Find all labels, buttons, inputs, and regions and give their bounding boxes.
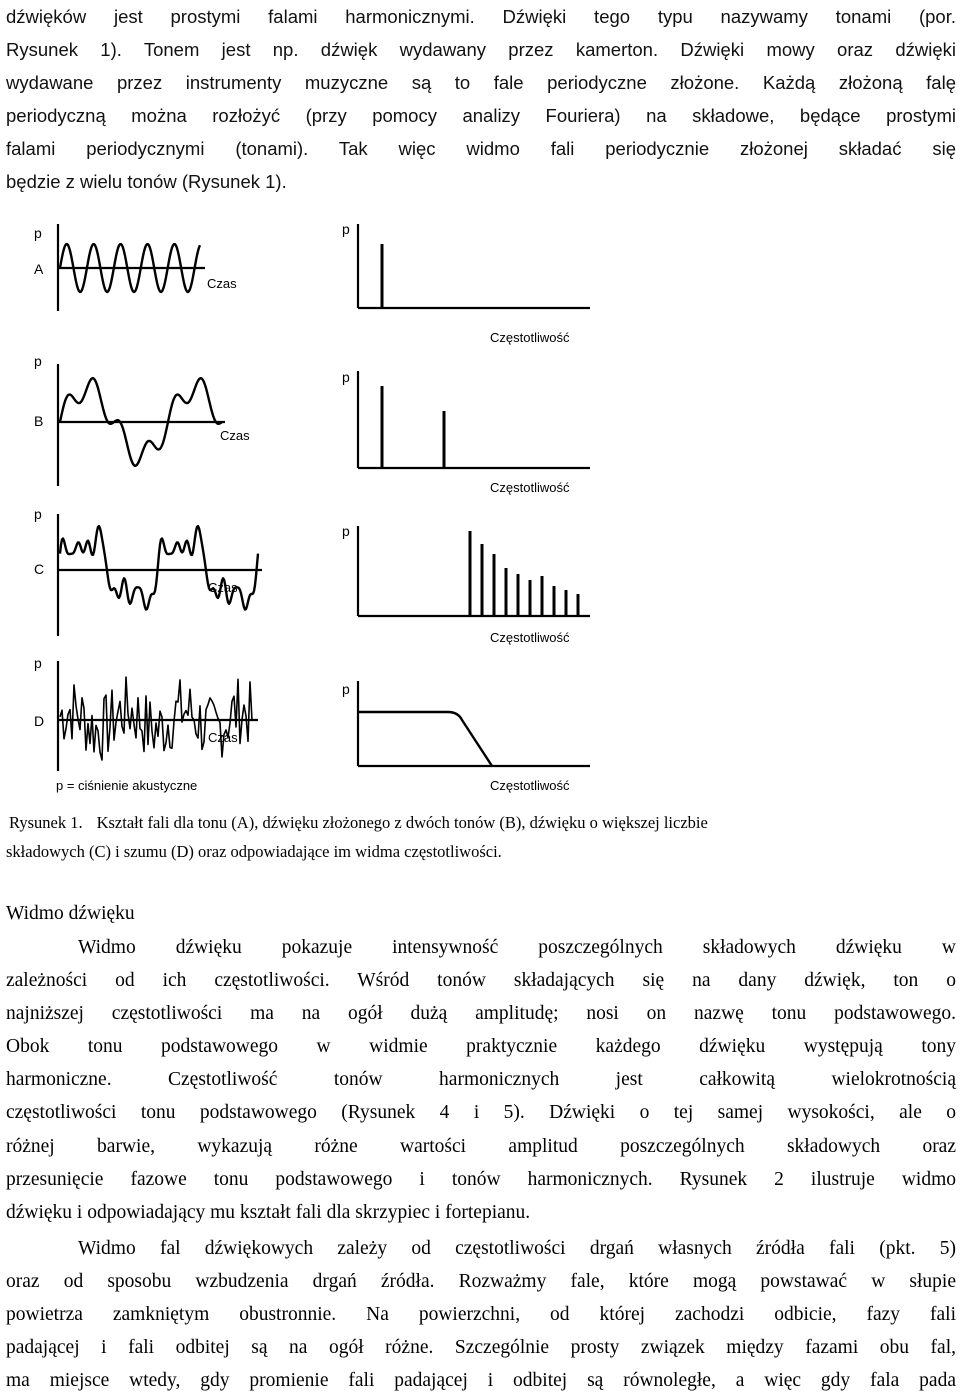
body-line: oraz od sposobu wzbudzenia drgań źródła. Rozważmy fale, które mogą powstawać w słupie xyxy=(6,1271,956,1293)
row-b-freq-label: Częstotliwość xyxy=(490,480,570,495)
body-line: powietrza zamkniętym obustronnie. Na powierzchni, od której zachodzi odbicie, fazy fali xyxy=(6,1304,956,1326)
body-line: ma miejsce wtedy, gdy promienie fali padającej i odbitej są równoległe, a więc gdy fala pada xyxy=(6,1370,956,1392)
caption-text: Kształt fali dla tonu (A), dźwięku złożonego z dwóch tonów (B), dźwięku o większej liczbie xyxy=(96,813,708,832)
row-d-freq-p-label: p xyxy=(342,681,350,697)
intro-paragraph xyxy=(6,0,956,199)
body-line: częstotliwości tonu podstawowego (Rysunek 4 i 5). Dźwięki o tej samej wysokości, ale o xyxy=(6,1102,956,1124)
row-a-letter: A xyxy=(34,261,44,277)
body-line: zależności od ich częstotliwości. Wśród tonów składających się na dany dźwięk, ton o xyxy=(6,970,956,992)
row-c-freq-p-label: p xyxy=(342,523,350,539)
body-line: dźwięku i odpowiadający mu kształt fali dla skrzypiec i fortepianu. xyxy=(6,1201,531,1223)
row-a-p-label: p xyxy=(34,225,42,241)
body-paragraph-2 xyxy=(6,1232,956,1397)
body-line: harmoniczne. Częstotliwość tonów harmonicznych jest całkowitą wielokrotnością xyxy=(6,1069,956,1091)
row-a-time-label: Czas xyxy=(207,276,237,291)
figure-waveforms-spectra xyxy=(0,196,960,806)
body-line: Widmo fal dźwiękowych zależy od częstotliwości drgań własnych źródła fali (pkt. 5) xyxy=(78,1238,956,1259)
body-line: Widmo dźwięku pokazuje intensywność poszczególnych składowych dźwięku w xyxy=(78,937,956,958)
row-b-p-label: p xyxy=(34,353,42,369)
row-b-time-label: Czas xyxy=(220,428,250,443)
row-c-spectrum-lines xyxy=(470,531,578,616)
row-a-freq-label: Częstotliwość xyxy=(490,330,570,345)
row-c-time-label: Czas xyxy=(208,580,238,595)
row-d-freq-label: Częstotliwość xyxy=(490,778,570,793)
row-d-time-label: Czas xyxy=(208,730,238,745)
row-d-letter: D xyxy=(34,713,45,729)
row-c-waveform xyxy=(60,526,258,609)
row-d-p-label: p xyxy=(34,655,42,671)
figure-caption xyxy=(6,808,956,866)
body-line: najniższej częstotliwości ma na ogół dużą amplitudę; nosi on nazwę tonu podstawowego. xyxy=(6,1003,956,1025)
intro-line: periodyczną można rozłożyć (przy pomocy analizy Fouriera) na składowe, będące prostymi xyxy=(6,105,956,127)
caption-label: Rysunek 1. xyxy=(9,813,83,832)
body-line: różnej barwie, wykazują różne wartości amplitud poszczególnych składowych oraz xyxy=(6,1135,956,1157)
caption-text-2: składowych (C) i szumu (D) oraz odpowiadające im widma częstotliwości. xyxy=(6,842,502,861)
row-c-freq-label: Częstotliwość xyxy=(490,630,570,645)
intro-line: falami periodycznymi (tonami). Tak więc widmo fali periodycznie złożonej składać się xyxy=(6,138,956,160)
row-b-freq-p-label: p xyxy=(342,369,350,385)
row-c-p-label: p xyxy=(34,506,42,522)
row-d-waveform xyxy=(60,677,252,760)
row-b-letter: B xyxy=(34,413,44,429)
intro-line: będzie z wielu tonów (Rysunek 1). xyxy=(6,171,287,193)
intro-line: dźwięków jest prostymi falami harmonicznymi. Dźwięki tego typu nazywamy tonami (por. xyxy=(6,6,956,27)
intro-line: wydawane przez instrumenty muzyczne są to fale periodyczne złożone. Każdą złożoną falę xyxy=(6,72,956,94)
section-heading: Widmo dźwięku xyxy=(6,903,135,924)
row-a-freq-p-label: p xyxy=(342,221,350,237)
intro-line: Rysunek 1). Tonem jest np. dźwięk wydawany przez kamerton. Dźwięki mowy oraz dźwięki xyxy=(6,39,956,61)
body-paragraph-1 xyxy=(6,931,956,1229)
row-d-spectrum-curve xyxy=(358,712,492,766)
body-line: Obok tonu podstawowego w widmie praktycznie każdego dźwięku występują tony xyxy=(6,1036,956,1058)
row-c-letter: C xyxy=(34,561,45,577)
figure-legend: p = ciśnienie akustyczne xyxy=(56,778,198,793)
body-line: padającej i fali odbitej są na ogół różne. Szczególnie prosty związek między fazami obu fal, xyxy=(6,1337,956,1359)
body-line: przesunięcie fazowe tonu podstawowego i tonów harmonicznych. Rysunek 2 ilustruje widmo xyxy=(6,1168,956,1190)
